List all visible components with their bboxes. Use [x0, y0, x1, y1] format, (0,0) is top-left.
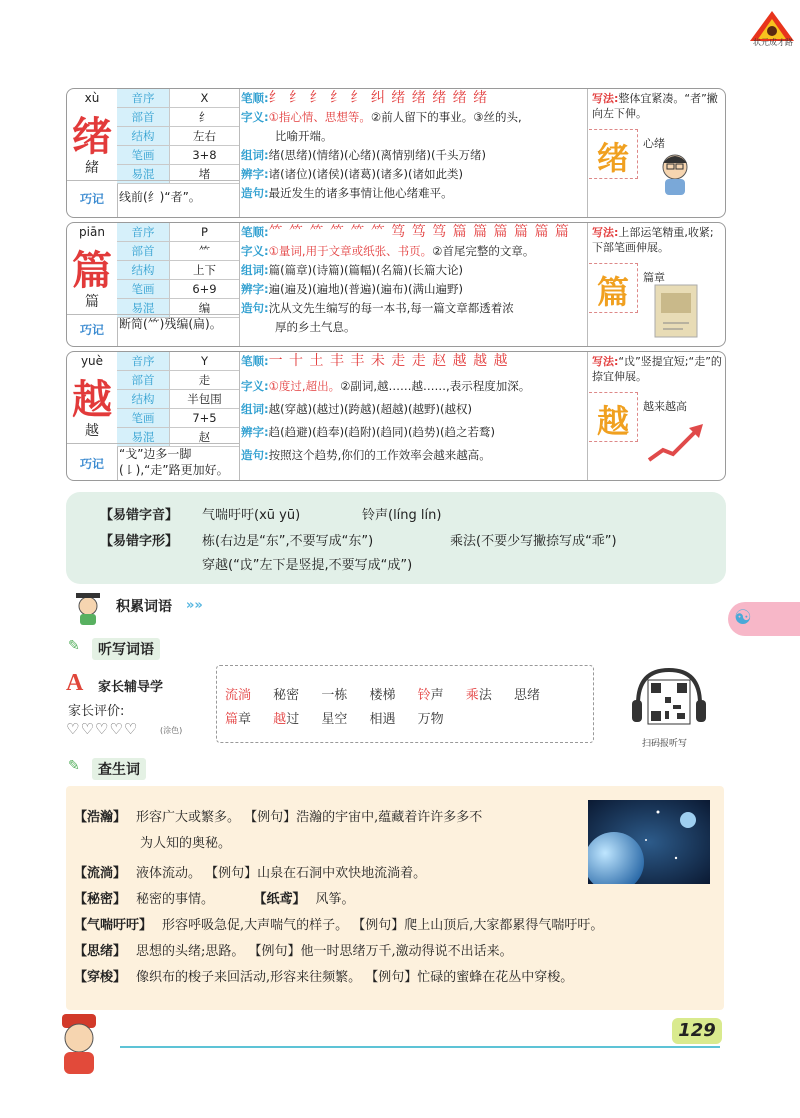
rating-hearts[interactable]: ♡♡♡♡♡	[66, 720, 139, 738]
prop-value: P	[201, 225, 208, 239]
vocab-row: 【气喘吁吁】 形容呼吸急促,大声喘气的样子。 【例句】爬上山顶后,大家都累得气喘吁吁。	[74, 918, 604, 933]
footer-line	[120, 1046, 720, 1048]
prop-label: 笔画	[117, 409, 170, 427]
grid-character: 篇	[596, 273, 629, 311]
example-sentence: 最近发生的诸多事情让他心绪难平。	[268, 186, 453, 200]
dictation-word: 秘密	[273, 688, 300, 703]
writing-tip-text: 上部运笔精重,收紧;下部笔画伸展。	[592, 226, 714, 254]
char-column	[67, 223, 118, 346]
grid-character: 绪	[596, 139, 629, 177]
char-card-pian	[66, 222, 726, 347]
chevron-right-icon: »»	[186, 598, 203, 613]
pinyin: xù	[84, 91, 100, 105]
prop-value: 上下	[193, 263, 216, 277]
prop-label: 部首	[117, 242, 170, 260]
zuci-label: 组词:	[241, 263, 269, 277]
prop-value: 6+9	[192, 282, 217, 296]
stroke-order: 一 十 土 丰 丰 未 走 走 赵 越 越 越	[268, 353, 509, 369]
bianzi-label: 辨字:	[241, 167, 269, 181]
dictation-word: 星空	[321, 712, 348, 727]
divider	[587, 89, 588, 217]
section-title-jiazhang: 家长辅导学	[98, 680, 164, 695]
char-details	[241, 223, 587, 337]
vocab-row: 【穿梭】 像织布的梭子来回活动,形容来往频繁。 【例句】忙碌的蜜蜂在花丛中穿梭。	[74, 970, 574, 985]
writing-tips	[589, 89, 725, 217]
meaning-highlight: ①指心情、思想等。	[268, 110, 371, 124]
xiefa-label: 写法:	[592, 92, 619, 105]
prop-label: 音序	[117, 223, 170, 241]
ziyi-label: 字义:	[241, 110, 269, 124]
prop-value: 3+8	[192, 148, 217, 162]
prop-label: 易混	[117, 299, 170, 317]
meaning-text: ②首尾完整的文章。	[432, 244, 535, 258]
char-card-yue	[66, 351, 726, 481]
prop-value: 半包围	[187, 392, 222, 406]
qiji-text: 线前(纟)“者”。	[119, 190, 201, 204]
prop-label: 笔画	[117, 280, 170, 298]
prop-value: ⺮	[198, 244, 211, 258]
example-sentence: 按照这个趋势,你们的工作效率会越来越高。	[268, 448, 491, 462]
dragon-icon: ☯	[734, 605, 752, 629]
prop-label: 部首	[117, 108, 170, 126]
divider	[67, 443, 239, 444]
writing-tips	[589, 223, 725, 346]
char-details	[241, 89, 587, 203]
example-sentence: 沈从文先生编写的每一本书,每一篇文章都透着浓	[268, 301, 514, 315]
scholar-kid-icon	[68, 590, 108, 626]
grid-character: 越	[596, 402, 629, 440]
qiji-label: 巧记	[79, 457, 104, 471]
error-shape-item: 穿越(“戉”左下是竖提,不要写成“成”)	[202, 558, 413, 573]
prop-label: 结构	[117, 390, 170, 408]
distinguish-chars: 趋(趋避)(趋奉)(趋附)(趋同)(趋势)(趋之若鹜)	[268, 425, 495, 439]
prop-value: 纟	[198, 110, 211, 124]
divider	[587, 223, 588, 346]
char-properties	[117, 89, 239, 184]
main-character: 越	[72, 376, 112, 423]
dictation-word: 铃声	[417, 688, 444, 703]
prop-value: 7+5	[192, 411, 217, 425]
bianzi-label: 辨字:	[241, 425, 269, 439]
stroke-order: ⺮ ⺮ ⺮ ⺮ ⺮ ⺮ 笃 笃 笃 篇 篇 篇 篇 篇 篇	[268, 224, 570, 240]
prop-value: Y	[200, 354, 209, 368]
prop-value: 左右	[193, 129, 216, 143]
bishun-label: 笔顺:	[241, 354, 269, 368]
dictation-row-1	[225, 684, 552, 703]
writing-tips	[589, 352, 725, 480]
prop-label: 结构	[117, 127, 170, 145]
dictation-word: 一栋	[321, 688, 348, 703]
error-shape-item: 栋(右边是“东”,不要写成“东”)	[202, 534, 374, 549]
main-character: 篇	[72, 247, 112, 294]
stroke-order: 纟 纟 纟 纟 纟 纠 绪 绪 绪 绪 绪	[268, 90, 489, 106]
ziyi-label: 字义:	[241, 379, 269, 393]
picture-caption: 心绪	[643, 137, 665, 150]
writing-tip-text: “戉”竖提宜短;“走”的捺宜伸展。	[592, 355, 722, 383]
distinguish-chars: 遍(遍及)(遍地)(普遍)(遍布)(满山遍野)	[268, 282, 463, 296]
dictation-word: 篇章	[225, 712, 252, 727]
prop-label: 结构	[117, 261, 170, 279]
prop-label: 笔画	[117, 146, 170, 164]
char-column	[67, 89, 118, 217]
pinyin: piān	[79, 225, 105, 239]
brand-logo-text: 状元成才路	[753, 38, 793, 47]
error-pron-item: 铃声(líng lín)	[362, 508, 442, 523]
picture-caption: 越来越高	[643, 400, 687, 413]
zaoju-label: 造句:	[241, 301, 269, 315]
meaning-text: ②前人留下的事业。③丝的头,	[370, 110, 522, 124]
dictation-word: 思绪	[513, 688, 540, 703]
prop-label: 音序	[117, 352, 170, 370]
parent-logo-icon: A	[66, 670, 84, 696]
section-title-jilei: 积累词语	[116, 599, 172, 615]
bishun-label: 笔顺:	[241, 225, 269, 239]
zaoju-label: 造句:	[241, 448, 269, 462]
dictation-word: 楼梯	[369, 688, 396, 703]
vocab-row: 【思绪】 思想的头绪;思路。 【例句】他一时思绪万千,激动得说不出话来。	[74, 944, 513, 959]
dictation-word: 相遇	[369, 712, 396, 727]
xiefa-label: 写法:	[592, 355, 619, 368]
prop-value: 走	[198, 373, 211, 387]
pencil-icon: ✎	[68, 638, 80, 654]
dictation-word: 乘法	[465, 688, 492, 703]
traditional-character: 篇	[85, 294, 99, 310]
traditional-character: 越	[85, 423, 99, 439]
divider	[67, 314, 239, 315]
qiji-text: 断简(⺮)残编(扁)。	[119, 317, 222, 331]
zuci-label: 组词:	[241, 148, 269, 162]
char-card-xu	[66, 88, 726, 218]
error-shape-label: 【易错字形】	[100, 534, 179, 549]
main-character: 绪	[72, 113, 112, 160]
pencil-icon: ✎	[68, 758, 80, 774]
error-prone-box	[66, 492, 726, 584]
qr-code-icon[interactable]	[628, 664, 710, 734]
section-title-chashengci: 查生词	[92, 758, 146, 780]
divider	[587, 352, 588, 480]
qiji-text: “戈”边多一脚(㇙),“走”路更加好。	[119, 447, 229, 477]
char-column	[67, 352, 118, 480]
mascot-kid-icon	[44, 1012, 114, 1078]
section-title-tingxie: 听写词语	[92, 638, 160, 660]
vocab-row: 【浩瀚】 形容广大或繁多。 【例句】浩瀚的宇宙中,蕴藏着许许多多不	[74, 810, 483, 825]
bianzi-label: 辨字:	[241, 282, 269, 296]
scan-code-caption: 扫码报听写	[642, 739, 688, 749]
qiji-label: 巧记	[79, 192, 104, 206]
dictation-word: 流淌	[225, 688, 252, 703]
pinyin: yuè	[80, 354, 104, 368]
fill-color-hint: (涂色)	[160, 726, 183, 735]
bishun-label: 笔顺:	[241, 91, 269, 105]
book-cover-illustration-icon	[653, 283, 699, 339]
char-details	[241, 352, 587, 465]
meaning-text: ②副词,越……越……,表示程度加深。	[340, 379, 531, 393]
divider	[239, 89, 240, 217]
zuci-label: 组词:	[241, 402, 269, 416]
picture-caption: 篇章	[643, 271, 665, 284]
traditional-character: 緒	[85, 160, 99, 176]
page-number: 129	[672, 1018, 722, 1044]
prop-label: 易混	[117, 428, 170, 446]
dictation-box	[216, 665, 594, 743]
planet-space-image	[588, 800, 710, 884]
prop-value: X	[200, 91, 209, 105]
vocab-row-cont: 为人知的奥秘。	[140, 836, 232, 851]
prop-value: 赵	[198, 430, 211, 444]
divider	[239, 223, 240, 346]
char-properties	[117, 352, 239, 447]
word-groups: 绪(思绪)(情绪)(心绪)(离情别绪)(千头万绪)	[268, 148, 486, 162]
dictation-word: 万物	[417, 712, 444, 727]
divider	[67, 180, 239, 181]
meaning-highlight: ①量词,用于文章或纸张、书页。	[268, 244, 433, 258]
qiji-label: 巧记	[79, 323, 104, 337]
parent-eval-label: 家长评价:	[68, 704, 125, 719]
prop-value: 编	[198, 301, 211, 315]
xiefa-label: 写法:	[592, 226, 619, 239]
rising-arrow-icon	[645, 420, 705, 466]
prop-label: 音序	[117, 89, 170, 107]
prop-label: 部首	[117, 371, 170, 389]
writing-tip-text: 整体宜紧凑。“者”撇向左下伸。	[592, 92, 718, 120]
error-pron-label: 【易错字音】	[100, 508, 179, 523]
vocab-row: 【秘密】 秘密的事情。 【纸鸢】 风筝。	[74, 892, 355, 907]
distinguish-chars: 诸(诸位)(诸侯)(诸葛)(诸多)(诸如此类)	[268, 167, 463, 181]
error-shape-item: 乘法(不要少写撇捺写成“乖”)	[450, 534, 617, 549]
dictation-row-2	[225, 708, 456, 727]
error-pron-item: 气喘吁吁(xū yū)	[202, 508, 301, 523]
zaoju-label: 造句:	[241, 186, 269, 200]
example-sentence-line2: 厚的乡土气息。	[275, 320, 356, 334]
prop-label: 易混	[117, 165, 170, 183]
word-groups: 越(穿越)(越过)(跨越)(超越)(越野)(越权)	[268, 402, 472, 416]
meaning-line2: 比喻开端。	[275, 129, 333, 143]
word-groups: 篇(篇章)(诗篇)(篇幅)(名篇)(长篇大论)	[268, 263, 463, 277]
divider	[239, 352, 240, 480]
ziyi-label: 字义:	[241, 244, 269, 258]
thinking-boy-illustration-icon	[645, 149, 705, 197]
char-properties	[117, 223, 239, 318]
vocab-row: 【流淌】 液体流动。 【例句】山泉在石洞中欢快地流淌着。	[74, 866, 427, 881]
meaning-highlight: ①度过,超出。	[268, 379, 341, 393]
dictation-word: 越过	[273, 712, 300, 727]
prop-value: 堵	[198, 167, 211, 181]
